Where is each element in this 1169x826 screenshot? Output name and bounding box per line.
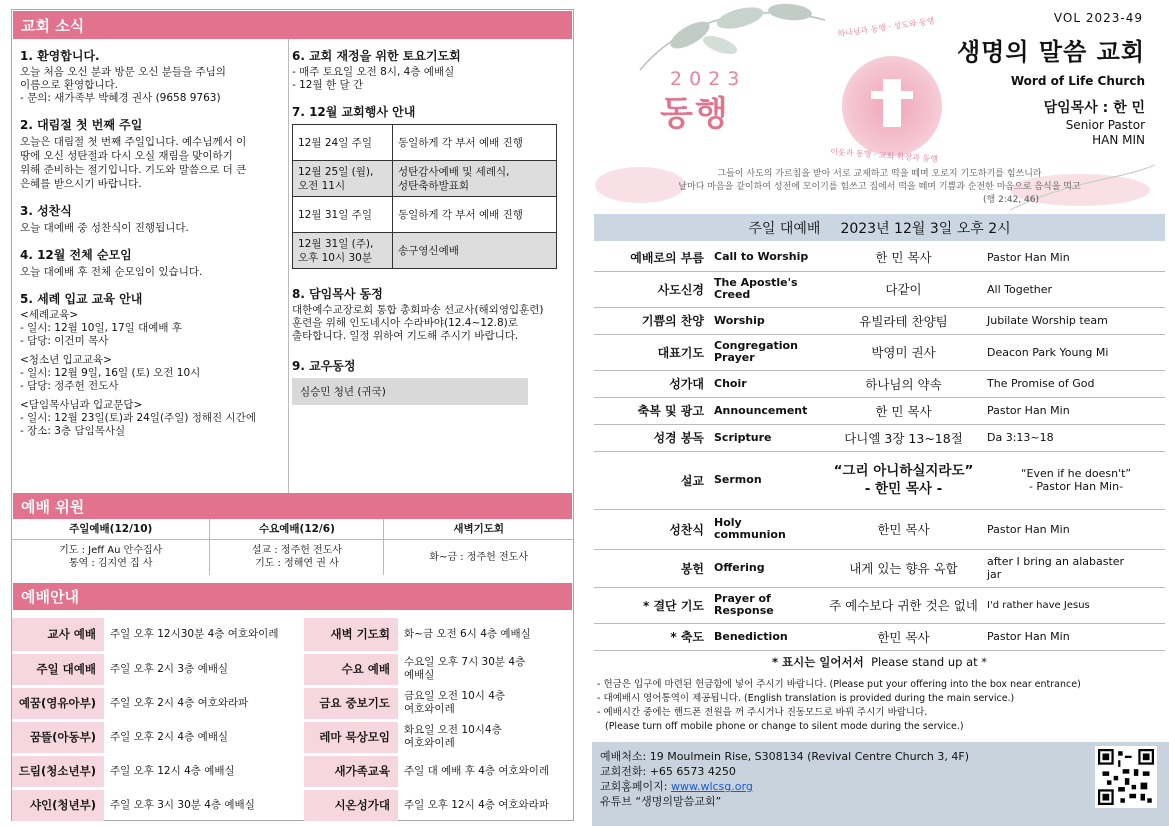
church-name-english: Word of Life Church [1010, 74, 1145, 88]
news-item-events [292, 103, 567, 269]
service-name: 주일 대예배 [748, 220, 821, 237]
order-row: 성찬식 Holy communion 한민 목사 Pastor Han Min [594, 509, 1165, 549]
church-address: 예배처소: 19 Moulmein Rise, S308134 (Revival Centre Church 3, 4F) [600, 750, 970, 763]
order-row: 기쁨의 찬양 Worship 유빌라테 찬양팀 Jubilate Worship team [594, 307, 1165, 334]
order-row: 성가대 Choir 하나님의 약속 The Promise of God [594, 370, 1165, 397]
news-heading: 9. 교우동정 [292, 359, 356, 373]
service-datetime: 2023년 12월 3일 오후 2시 [840, 220, 1011, 237]
table-row: 드림(청소년부) 주일 오후 12시 4층 예배실 새가족교육 주일 대 예배 후 4층 여호와이레 [12, 754, 573, 788]
news-heading: 6. 교회 재정을 위한 토요기도회 [292, 49, 461, 63]
order-row: 사도신경 The Apostle's Creed 다같이 All Together [594, 271, 1165, 307]
news-item-baptism: 5. 세례 입교 교육 안내 <세례교육> - 일시: 12월 10일, 17일 대예배 후 - 담당: 이건미 목사 <청소년 입교교육> - 일시: 12월 9일, 16일 (토) 오전 10시 - 담당: 정주헌 전도사 <담임목사님과 입교문답> - 일시: 12월 23일(토)과 24일(주일) 정해진 시간에 - 장소: 3층 담임목사실 [20, 290, 285, 438]
table-row: 예꿈(영유아부) 주일 오후 2시 4층 여호와라파 금요 중보기도 금요일 오전 10시 4층 여호와이레 [12, 686, 573, 720]
news-section [12, 39, 573, 493]
theme-title: 동행 [660, 94, 730, 134]
committee-title: 예배 위원 [21, 497, 85, 516]
table-row: 주일 대예배 주일 오후 2시 3층 예배실 수요 예배 수요일 오후 7시 30분 4층 예배실 [12, 652, 573, 686]
pastor-title-english: Senior Pastor [1065, 118, 1145, 132]
order-row: 설교 Sermon “그리 아니하실지라도” - 한민 목사 - “Even if he doesn't” - Pastor Han Min- [594, 451, 1165, 509]
right-panel [590, 0, 1169, 826]
table-row: 샤인(청년부) 주일 오후 3시 30분 4층 예배실 시온성가대 주일 오후 12시 4층 여호와라파 [12, 788, 573, 822]
news-heading: 8. 담임목사 동정 [292, 287, 383, 301]
theme-year: 2023 [670, 68, 747, 90]
news-title: 교회 소식 [21, 16, 85, 35]
news-heading: 5. 세례 입교 교육 안내 [20, 292, 143, 306]
table-row: 꿈뜰(아동부) 주일 오후 2시 4층 예배실 레마 묵상모임 화요일 오전 10시4층 여호와이레 [12, 720, 573, 754]
news-heading: 4. 12월 전체 순모임 [20, 248, 132, 262]
order-of-worship [594, 244, 1165, 651]
table-row: 12월 31일 주일 동일하게 각 부서 예배 진행 [293, 197, 557, 233]
committee-col-sunday: 주일예배(12/10) [12, 519, 210, 539]
order-row: * 결단 기도 Prayer of Response 주 예수보다 귀한 것은 없네 I'd rather have Jesus [594, 587, 1165, 623]
news-heading: 3. 성찬식 [20, 204, 72, 218]
stand-notice: * 표시는 일어서서 Please stand up at * [771, 655, 988, 669]
order-row: 대표기도 Congregation Prayer 박영미 권사 Deacon Park Young Mi [594, 334, 1165, 370]
order-row: 성경 봉독 Scripture 다니엘 3장 13~18절 Da 3:13~18 [594, 424, 1165, 451]
events-table [292, 124, 557, 269]
church-phone: 교회전화: +65 6573 4250 [600, 765, 736, 778]
table-row: 12월 24일 주일 동일하게 각 부서 예배 진행 [293, 125, 557, 161]
order-row: 봉헌 Offering 내게 있는 향유 옥합 after I bring an alabaster jar [594, 549, 1165, 587]
left-panel [11, 9, 574, 821]
committee-table: 주일예배(12/10) 수요예배(12/6) 새벽기도회 기도 : Jeff Au 안수집사 통역 : 김지연 집 사 설교 : 정주헌 전도사 기도 : 정해연 권 사 화~금 : 정주헌 전도사 [12, 519, 573, 575]
committee-header [13, 493, 572, 519]
youtube-info: 유튜브 “생명의말씀교회” [600, 795, 722, 808]
news-item-advent: 2. 대림절 첫 번째 주일 오늘은 대림절 첫 번째 주일입니다. 예수님께서 이 땅에 오신 성탄절과 다시 오실 재림을 맞이하기 위해 준비하는 절기입니다. 기도와 말씀으로 더 큰 은혜를 받으시기 바랍니다. [20, 116, 285, 191]
order-row: 예배로의 부름 Call to Worship 한 민 목사 Pastor Han Min [594, 244, 1165, 271]
order-row: * 축도 Benediction 한민 목사 Pastor Han Min [594, 623, 1165, 650]
table-row: 교사 예배 주일 오후 12시30분 4층 여호와이레 새벽 기도회 화~금 오전 6시 4층 예배실 [12, 618, 573, 652]
scripture-verse: 그들이 사도의 가르침을 받아 서로 교제하고 떡을 떼며 오로지 기도하기를 힘쓰니라 날마다 마음을 같이하여 성전에 모이기를 힘쓰고 집에서 떡을 떼며 기쁨과 순전한 마음으로 음식을 먹고 (행 2:42, 46) [678, 169, 1081, 205]
footer: 예배처소: 19 Moulmein Rise, S308134 (Revival Centre Church 3, 4F) 교회전화: +65 6573 4250 교회홈페이지: www.wlcsg.org 유튜브 “생명의말씀교회” [592, 742, 1169, 826]
news-heading: 1. 환영합니다. [20, 49, 100, 63]
pastor-korean: 담임목사 : 한 민 [1043, 100, 1145, 116]
ring-text-bottom: 이웃과 동행 · 교회 확장과 동행 [829, 147, 939, 164]
table-row: 12월 25일 (월), 오전 11시 성탄감사예배 및 세례식, 성탄축하발표회 [293, 161, 557, 197]
church-name-korean: 생명의 말씀 교회 [957, 37, 1145, 66]
qr-code-icon[interactable] [1095, 746, 1157, 808]
notices: - 헌금은 입구에 마련된 헌금함에 넣어 주시기 바랍니다. (Please put your offering into the box near entrance) - 대예배시 영어통역이 제공됩니다. (English translation is provided during the main service.) - 예배시간 중에는 핸드폰 전원을 꺼 주시거나 진동모드로 바꿔 주시기 바랍니다. (Please turn off mobile phone or change to silent mode during the service.) [597, 679, 1081, 732]
guide-header [13, 583, 572, 610]
news-header [13, 11, 572, 39]
table-row: 12월 31일 (주), 오후 10시 30분 송구영신예배 [293, 233, 557, 269]
volume-number: VOL 2023-49 [1053, 11, 1143, 25]
news-heading: 2. 대림절 첫 번째 주일 [20, 118, 143, 132]
news-item-cell-meeting: 4. 12월 전체 순모임 오늘 대예배 후 전체 순모임이 있습니다. [20, 246, 285, 279]
news-item-welcome: 1. 환영합니다. 오늘 처음 오신 분과 방문 오신 분들을 주님의 이름으로 환영합니다. - 문의: 새가족부 박혜경 권사 (9658 9763) [20, 47, 285, 105]
cross-icon [883, 79, 901, 127]
news-item-pastor: 8. 담임목사 동정 대한예수교장로회 통합 총회파송 선교사(해외영입훈련) 훈련을 위해 인도네시아 수라바야(12.4~12.8)로 출타합니다. 일정 위하여 기도해 주시기 바랍니다. [292, 285, 567, 343]
guide-title: 예배안내 [21, 588, 79, 606]
guide-table [12, 618, 573, 824]
members-box: 심승민 청년 (귀국) [292, 378, 528, 405]
ring-text-top: 하나님과 동행 · 성도와 동행 [836, 16, 935, 39]
news-heading: 7. 12월 교회행사 안내 [292, 105, 416, 119]
pastor-name-english: HAN MIN [1092, 133, 1145, 147]
order-row: 축복 및 광고 Announcement 한 민 목사 Pastor Han Min [594, 397, 1165, 424]
news-item-prayer-meeting: 6. 교회 재정을 위한 토요기도회 - 매주 토요일 오전 8시, 4층 예배실 - 12월 한 달 간 [292, 47, 567, 92]
service-header [594, 214, 1165, 241]
news-item-members [292, 357, 567, 405]
website-link[interactable]: www.wlcsg.org [670, 780, 753, 793]
committee-col-dawn: 새벽기도회 [384, 519, 573, 539]
news-item-communion: 3. 성찬식 오늘 대예배 중 성찬식이 진행됩니다. [20, 202, 285, 235]
committee-col-wednesday: 수요예배(12/6) [210, 519, 384, 539]
